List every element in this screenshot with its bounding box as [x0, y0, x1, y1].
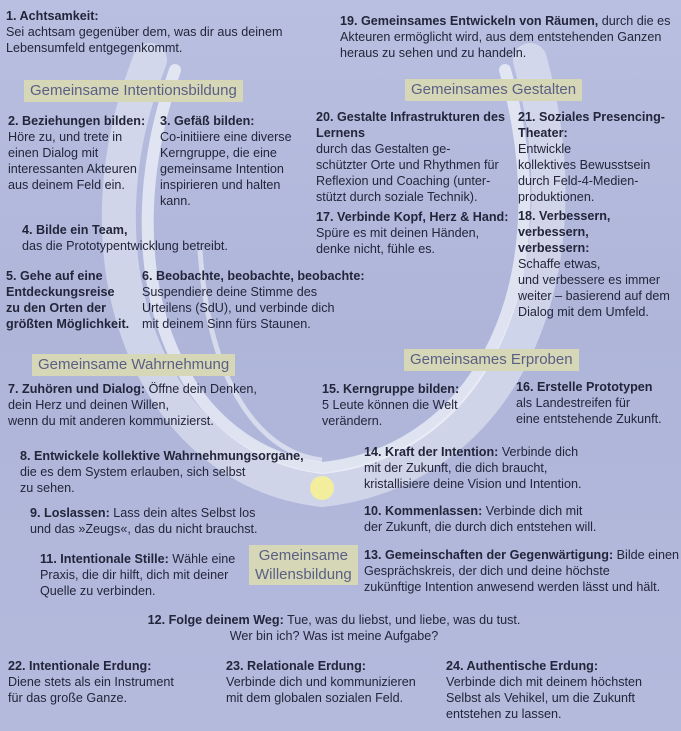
step-17	[316, 209, 516, 257]
step-20-text: durch das Gestalten ge- schützter Orte und Rhythmen für Reflexion und Coaching (unter- stützt durch soziale Technik).	[316, 142, 499, 204]
step-13-text: Bilde einen Gesprächskreis, der dich und deine höchste zukünftige Intention anwesend werden lässt und hält.	[364, 548, 679, 594]
step-10-text: Verbinde dich mit der Zukunft, die durch dich entstehen will.	[364, 504, 597, 534]
step-23-text: Verbinde dich und kommunizieren mit dem globalen sozialen Feld.	[226, 675, 416, 705]
step-1-title: 1. Achtsamkeit:	[6, 9, 99, 23]
section-willensbildung: Gemeinsame Willensbildung	[249, 545, 358, 585]
step-18	[518, 208, 680, 320]
step-19-title: 19. Gemeinsames Entwickeln von Räumen,	[340, 14, 599, 28]
section-erproben: Gemeinsames Erproben	[404, 349, 579, 371]
step-3	[160, 113, 310, 209]
step-4-text: das die Prototypentwicklung betreibt.	[22, 239, 228, 253]
step-19-text: durch die es Akteuren ermöglicht wird, aus dem entstehenden Ganzen heraus zu sehen und zu handeln.	[340, 14, 671, 60]
step-7-title: 7. Zuhören und Dialog:	[8, 382, 146, 396]
step-3-title: 3. Gefäß bilden:	[160, 114, 255, 128]
step-24-title: 24. Authentische Erdung:	[446, 659, 599, 673]
section-gestalten: Gemeinsames Gestalten	[405, 79, 582, 101]
step-1-text: Sei achtsam gegenüber dem, was dir aus deinem Lebensumfeld entgegenkommt.	[6, 25, 283, 55]
section-intention: Gemeinsame Intentionsbildung	[24, 80, 243, 102]
step-23-title: 23. Relationale Erdung:	[226, 659, 366, 673]
step-7-text: Öffne dein Denken, dein Herz und deinen Willen, wenn du mit anderen kommunizierst.	[8, 382, 257, 428]
step-9	[30, 505, 290, 537]
step-8	[20, 448, 320, 496]
step-15-text: 5 Leute können die Welt verändern.	[322, 398, 458, 428]
step-16-title: 16. Erstelle Prototypen	[516, 380, 653, 394]
step-14-title: 14. Kraft der Intention:	[364, 445, 499, 459]
step-6-text: Suspendiere deine Stimme des Urteilens (SdU), und verbinde dich mit deinem Sinn fürs Staunen.	[142, 285, 335, 331]
step-12-text: Tue, was du liebst, und liebe, was du tust. Wer bin ich? Was ist meine Aufgabe?	[229, 613, 521, 643]
step-17-title: 17. Verbinde Kopf, Herz & Hand:	[316, 210, 509, 224]
step-3-text: Co-initiiere eine diverse Kerngruppe, die eine gemeinsame Intention inspirieren und halten kann.	[160, 130, 292, 208]
step-22-title: 22. Intentionale Erdung:	[8, 659, 152, 673]
step-24	[446, 658, 678, 722]
step-2-text: Höre zu, und trete in einen Dialog mit interessanten Akteuren aus deinem Feld ein.	[8, 130, 137, 192]
step-20-title: 20. Gestalte Infrastrukturen des Lernens	[316, 110, 505, 140]
step-21-title: 21. Soziales Presencing- Theater:	[518, 110, 665, 140]
step-4-title: 4. Bilde ein Team,	[22, 223, 128, 237]
section-wahrnehmung: Gemeinsame Wahrnehmung	[32, 354, 235, 376]
step-22-text: Diene stets als ein Instrument für das große Ganze.	[8, 675, 174, 705]
step-19	[340, 13, 676, 61]
step-11-text: Wähle eine Praxis, die dir hilft, dich mit deiner Quelle zu verbinden.	[40, 552, 236, 598]
step-5-title: 5. Gehe auf eine Entdeckungsreise zu den Orten der größten Möglichkeit.	[6, 269, 130, 331]
step-17-text: Spüre es mit deinen Händen, denke nicht, fühle es.	[316, 226, 480, 256]
step-13	[364, 547, 680, 595]
step-9-text: Lass dein altes Selbst los und das »Zeugs«, das du nicht brauchst.	[30, 506, 258, 536]
step-8-title: 8. Entwickele kollektive Wahrnehmungsorgane,	[20, 449, 304, 463]
step-8-text: die es dem System erlauben, sich selbst zu sehen.	[20, 465, 246, 495]
step-11-title: 11. Intentionale Stille:	[40, 552, 169, 566]
step-11	[40, 551, 255, 599]
step-16-text: als Landestreifen für eine entstehende Zukunft.	[516, 396, 662, 426]
step-9-title: 9. Loslassen:	[30, 506, 110, 520]
step-6	[142, 268, 372, 332]
step-12	[134, 612, 534, 644]
step-15	[322, 381, 507, 429]
step-13-title: 13. Gemeinschaften der Gegenwärtigung:	[364, 548, 614, 562]
step-10-title: 10. Kommenlassen:	[364, 504, 483, 518]
step-18-title: 18. Verbessern, verbessern, verbessern:	[518, 209, 611, 255]
step-4	[22, 222, 312, 254]
step-16	[516, 379, 678, 427]
step-6-title: 6. Beobachte, beobachte, beobachte:	[142, 269, 365, 283]
step-14-text: Verbinde dich mit der Zukunft, die dich braucht, kristallisiere deine Vision und Intention.	[364, 445, 582, 491]
step-7	[8, 381, 308, 429]
step-2	[8, 113, 158, 193]
step-1	[6, 8, 326, 56]
step-18-text: Schaffe etwas, und verbessere es immer weiter – basierend auf dem Dialog mit dem Umfeld.	[518, 257, 670, 319]
step-20	[316, 109, 516, 205]
step-15-title: 15. Kerngruppe bilden:	[322, 382, 460, 396]
step-21-text: Entwickle kollektives Bewusstsein durch Feld-4-Medien- produktionen.	[518, 142, 651, 204]
step-2-title: 2. Beziehungen bilden:	[8, 114, 146, 128]
step-12-title: 12. Folge deinem Weg:	[147, 613, 284, 627]
step-24-text: Verbinde dich mit deinem höchsten Selbst als Vehikel, um die Zukunft entstehen zu lassen.	[446, 675, 643, 721]
step-10	[364, 503, 664, 535]
step-23	[226, 658, 451, 706]
step-5	[6, 268, 141, 332]
step-22	[8, 658, 228, 706]
step-21	[518, 109, 678, 205]
step-14	[364, 444, 664, 492]
